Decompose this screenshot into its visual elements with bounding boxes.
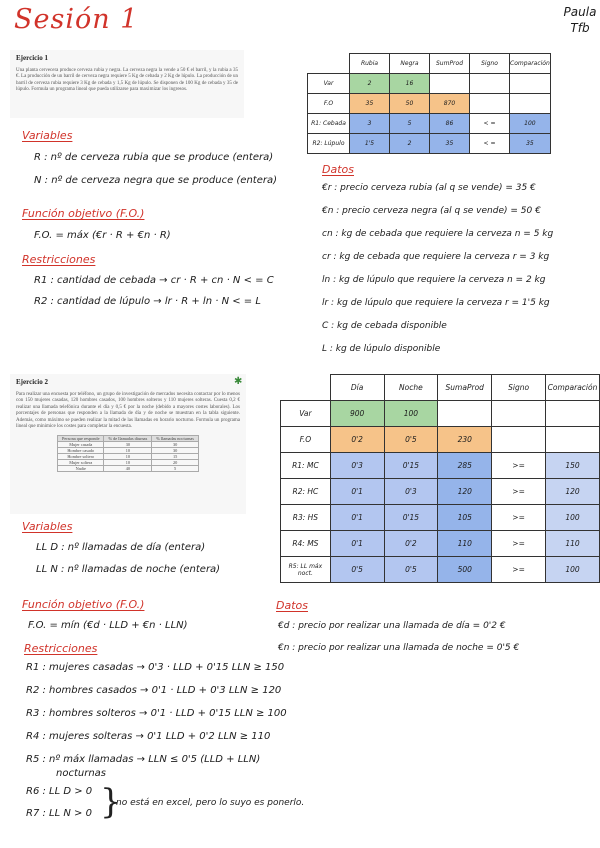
ex1-col-signo: Signo bbox=[470, 54, 510, 74]
ex2-col-comparacion: Comparación bbox=[545, 375, 599, 401]
ex1-text: Una planta cervecera produce cerveza rubia y negra. La cerveza negra la vende a 50 € el barril, y la rubia a 35 €. La producción de un barril de cerveza negra requiere 5 Kg de cebada y 2 Kg de lúpulo. La producción de un barril de cerveza rubia requiere 3 Kg de cebada y 1,5 Kg de lúpulo. Se disponen de 100 Kg de cebada y 35 de lúpulo. Formula un programa lineal que pueda utilizarse para maximizar los ingresos. bbox=[16, 68, 238, 93]
table-row: R1: Cebada 3 5 86 < = 100 bbox=[308, 114, 551, 134]
list-item: cn : kg de cebada que requiere la cerveza n = 5 kg bbox=[322, 229, 554, 239]
ex1-datos-heading: Datos bbox=[322, 163, 354, 176]
table-row: Nadie 40 5 bbox=[58, 466, 199, 472]
list-item: lr : kg de lúpulo que requiere la cerveza r = 1'5 kg bbox=[322, 298, 550, 308]
ex2-r6: R6 : LL D > 0 bbox=[26, 786, 93, 797]
ex1-title: Ejercicio 1 bbox=[16, 54, 48, 62]
ex1-col-rubia: Rubia bbox=[350, 54, 390, 74]
table-row: Hombre casado 10 30 bbox=[58, 448, 199, 454]
table-row: Mujer casada 30 30 bbox=[58, 442, 199, 448]
list-item: R4 : mujeres solteras → 0'1 LLD + 0'2 LLN ≥ 110 bbox=[26, 731, 271, 742]
list-item: ln : kg de lúpulo que requiere la cerveza n = 2 kg bbox=[322, 275, 546, 285]
ex1-r2: R2 : cantidad de lúpulo → lr · R + ln · N < = L bbox=[34, 296, 261, 307]
table-row: R3: HS 0'1 0'15 105 >= 100 bbox=[281, 505, 600, 531]
table-row: Var 900 100 bbox=[281, 401, 600, 427]
table-row: Mujer soltera 10 20 bbox=[58, 460, 199, 466]
table-row: F.O 0'2 0'5 230 bbox=[281, 427, 600, 453]
list-item: R3 : hombres solteros → 0'1 · LLD + 0'15 LLN ≥ 100 bbox=[26, 708, 287, 719]
ex1-var-r: R : nº de cerveza rubia que se produce (entera) bbox=[34, 152, 274, 163]
ex1-fo: F.O. = máx (€r · R + €n · R) bbox=[34, 230, 171, 241]
ex2-variables-heading: Variables bbox=[22, 520, 73, 533]
ex2-restricciones-list bbox=[26, 662, 287, 779]
ex2-r7: R7 : LL N > 0 bbox=[26, 808, 92, 819]
ex2-title: Ejercicio 2 bbox=[16, 378, 48, 386]
ex2-fo-heading: Función objetivo (F.O.) bbox=[22, 598, 145, 611]
table-row: Var 2 16 bbox=[308, 74, 551, 94]
author-signature: Paula Tfb bbox=[563, 5, 597, 35]
ex2-col-sumaprod: SumaProd bbox=[438, 375, 492, 401]
ex1-variables-heading: Variables bbox=[22, 129, 73, 142]
ex2-response-table: Persona que responde % de llamadas diurnas % llamadas nocturnas Mujer casada 30 30 Hombre casado 10 30 Hombre soltero 10 15 Mujer soltera 10 20 Nadie 40 5 bbox=[57, 435, 199, 472]
ex2-datos-heading: Datos bbox=[276, 599, 308, 612]
page-title: Sesión 1 bbox=[14, 4, 139, 35]
ex2-col-signo: Signo bbox=[492, 375, 546, 401]
ex2-fo: F.O. = mín (€d · LLD + €n · LLN) bbox=[28, 620, 188, 631]
list-item: cr : kg de cebada que requiere la cerveza r = 3 kg bbox=[322, 252, 550, 262]
table-row: R2: Lúpulo 1'5 2 35 < = 35 bbox=[308, 134, 551, 154]
ex1-col-comparacion: Comparación bbox=[510, 54, 551, 74]
ex2-dato-n: €n : precio por realizar una llamada de noche = 0'5 € bbox=[278, 643, 520, 653]
ex1-restricciones-heading: Restricciones bbox=[22, 253, 96, 266]
r5-note: nocturnas bbox=[56, 768, 106, 779]
ex2-var-n: LL N : nº llamadas de noche (entera) bbox=[36, 564, 221, 575]
ex1-datos-list bbox=[322, 183, 553, 367]
ex1-var-n: N : nº de cerveza negra que se produce (entera) bbox=[34, 175, 278, 186]
table-row: R2: HC 0'1 0'3 120 >= 120 bbox=[281, 479, 600, 505]
ex2-text: Para realizar una encuesta por teléfono, un grupo de investigación de mercados necesita contactar por lo menos con 150 mujeres casadas, 120 hombres casados, 100 hombres solteros y 110 mujeres solteras. Cuesta 0,2 € realizar una llamada telefónica durante el día y 0,5 € por la noche (debido a mayores costes laborales). Los porcentajes de personas que responden a la llamada de día y de noche se muestran en la tabla siguiente. Además, como máximo se pueden realizar la mitad de las llamadas en horario nocturno. Formula un programa lineal que minimice los costes para completar la encuesta. bbox=[16, 392, 240, 430]
ex2-dato-d: €d : precio por realizar una llamada de día = 0'2 € bbox=[278, 621, 506, 631]
table-row: R1: MC 0'3 0'15 285 >= 150 bbox=[281, 453, 600, 479]
ex2-col-noche: Noche bbox=[384, 375, 438, 401]
ex2-table bbox=[280, 374, 600, 583]
ex1-col-negra: Negra bbox=[390, 54, 430, 74]
list-item: €n : precio cerveza negra (al q se vende) = 50 € bbox=[322, 206, 541, 216]
list-item: L : kg de lúpulo disponible bbox=[322, 344, 441, 354]
list-item: R2 : hombres casados → 0'1 · LLD + 0'3 LLN ≥ 120 bbox=[26, 685, 282, 696]
ex1-r1: R1 : cantidad de cebada → cr · R + cn · N < = C bbox=[34, 275, 274, 286]
list-item: R5 : nº máx llamadas → LLN ≤ 0'5 (LLD + LLN) bbox=[26, 754, 261, 765]
table-row: R4: MS 0'1 0'2 110 >= 110 bbox=[281, 531, 600, 557]
ex2-statement bbox=[10, 374, 246, 514]
ex1-table bbox=[307, 53, 551, 154]
ex1-fo-heading: Función objetivo (F.O.) bbox=[22, 207, 145, 220]
list-item: €r : precio cerveza rubia (al q se vende) = 35 € bbox=[322, 183, 536, 193]
table-row: F.O 35 50 870 bbox=[308, 94, 551, 114]
brace-note: no está en excel, pero lo suyo es ponerlo. bbox=[116, 798, 305, 808]
ex1-statement bbox=[10, 50, 244, 118]
ex2-restricciones-heading: Restricciones bbox=[24, 642, 98, 655]
ex1-col-sumprod: SumProd bbox=[430, 54, 470, 74]
table-row: Hombre soltero 10 15 bbox=[58, 454, 199, 460]
ex2-col-dia: Día bbox=[330, 375, 384, 401]
leaf-icon: ✱ bbox=[234, 376, 243, 387]
table-row: R5: LL máx noct. 0'5 0'5 500 >= 100 bbox=[281, 557, 600, 583]
brace-mark: } bbox=[100, 782, 122, 822]
ex2-var-d: LL D : nº llamadas de día (entera) bbox=[36, 542, 206, 553]
list-item: R1 : mujeres casadas → 0'3 · LLD + 0'15 LLN ≥ 150 bbox=[26, 662, 285, 673]
list-item: C : kg de cebada disponible bbox=[322, 321, 447, 331]
